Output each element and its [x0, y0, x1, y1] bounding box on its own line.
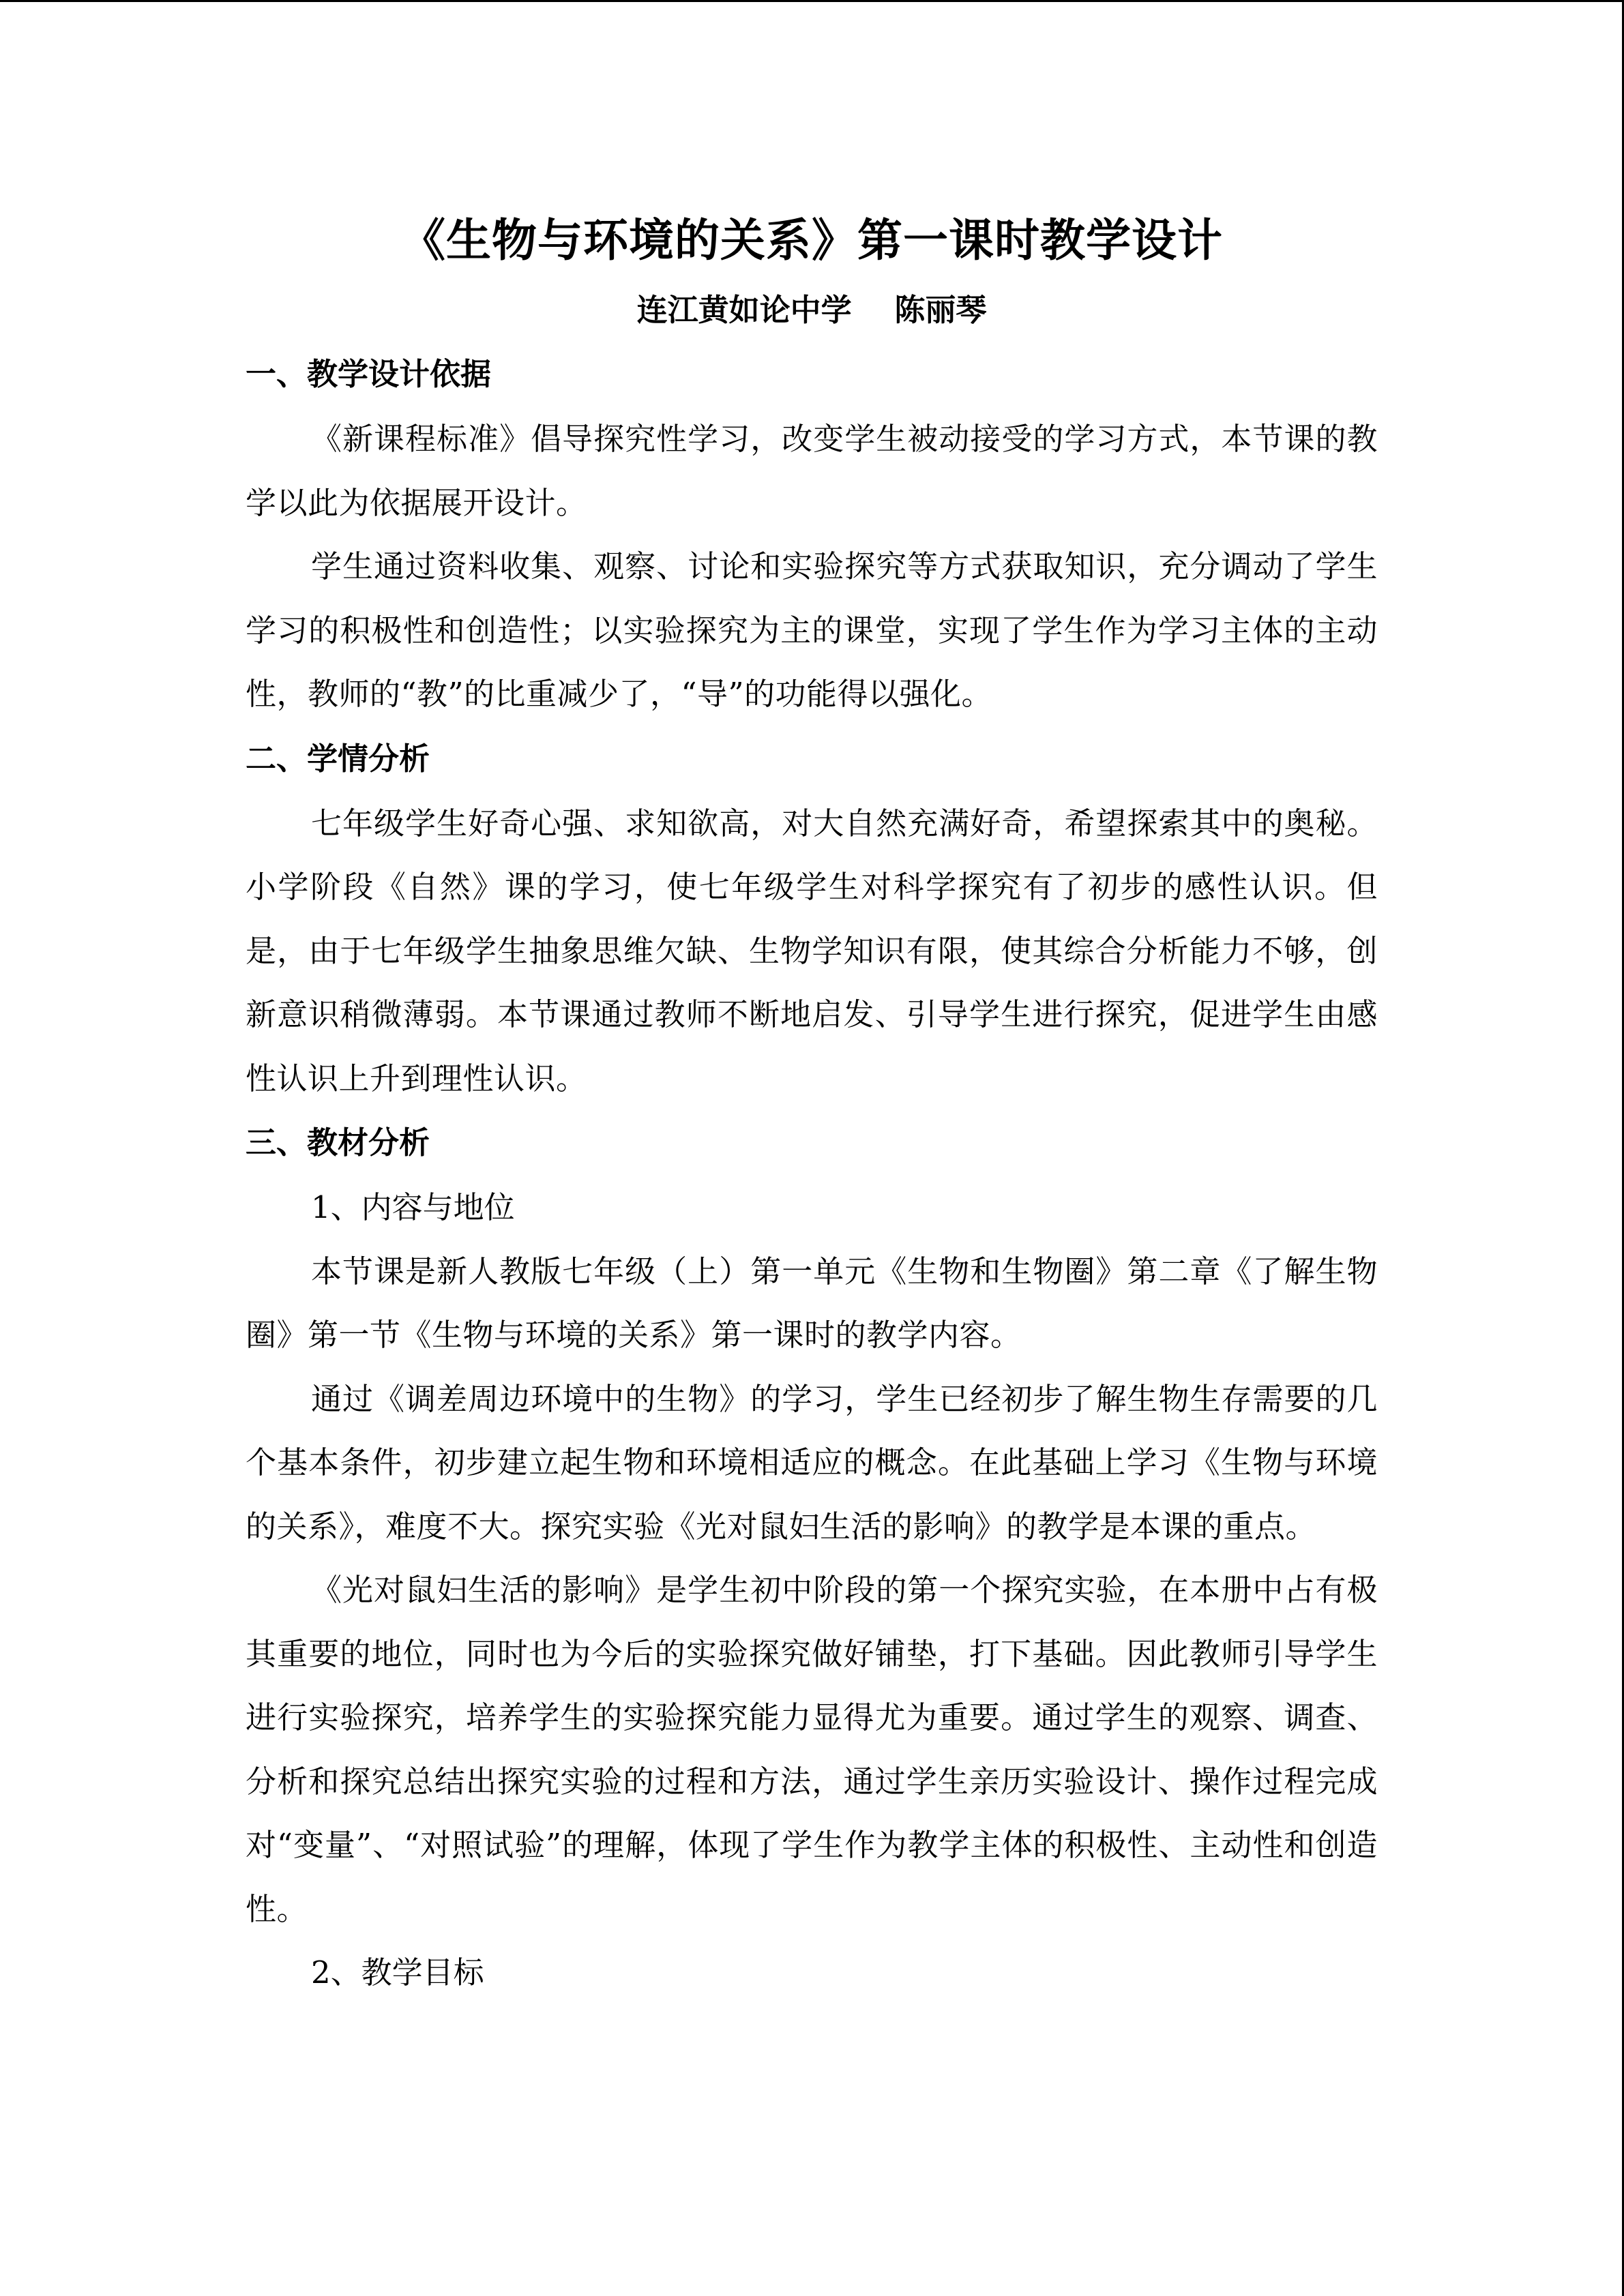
- section-heading-learner-analysis: 二、学情分析: [246, 740, 430, 777]
- paragraph: 《光对鼠妇生活的影响》是学生初中阶段的第一个探究实验，在本册中占有极其重要的地位，同时也为今后的实验探究做好铺垫，打下基础。因此教师引导学生进行实验探究，培养学生的实验探究能力显得尤为重要。通过学生的观察、调查、分析和探究总结出探究实验的过程和方法，通过学生亲历实验设计、操作过程完成对“变量”、“对照试验”的理解，体现了学生作为教学主体的积极性、主动性和创造性。: [246, 1572, 1378, 1927]
- paragraph: 学生通过资料收集、观察、讨论和实验探究等方式获取知识，充分调动了学生学习的积极性和创造性；以实验探究为主的课堂，实现了学生作为学习主体的主动性，教师的“教”的比重减少了，“导”的功能得以强化。: [246, 548, 1378, 712]
- paragraph: 《新课程标准》倡导探究性学习，改变学生被动接受的学习方式，本节课的教学以此为依据展开设计。: [246, 421, 1378, 521]
- paragraph: 本节课是新人教版七年级（上）第一单元《生物和生物圈》第二章《了解生物圈》第一节《生物与环境的关系》第一课时的教学内容。: [246, 1253, 1378, 1353]
- document-body: [246, 207, 1378, 2005]
- paragraph: 通过《调差周边环境中的生物》的学习，学生已经初步了解生物生存需要的几个基本条件，初步建立起生物和环境相适应的概念。在此基础上学习《生物与环境的关系》，难度不大。探究实验《光对鼠妇生活的影响》的教学是本课的重点。: [246, 1380, 1378, 1545]
- section-heading-textbook-analysis: 三、教材分析: [246, 1124, 430, 1161]
- document-title: 《生物与环境的关系》第一课时教学设计: [400, 214, 1223, 267]
- document-author: 连江黄如论中学 陈丽琴: [636, 292, 987, 328]
- section-heading-design-basis: 一、教学设计依据: [246, 356, 492, 392]
- paragraph: 七年级学生好奇心强、求知欲高，对大自然充满好奇，希望探索其中的奥秘。小学阶段《自然》课的学习，使七年级学生对科学探究有了初步的感性认识。但是，由于七年级学生抽象思维欠缺、生物学知识有限，使其综合分析能力不够，创新意识稍微薄弱。本节课通过教师不断地启发、引导学生进行探究，促进学生由感性认识上升到理性认识。: [246, 805, 1378, 1097]
- subheading-teaching-goals: 2、教学目标: [311, 1954, 484, 1991]
- subheading-content-position: 1、内容与地位: [311, 1189, 515, 1225]
